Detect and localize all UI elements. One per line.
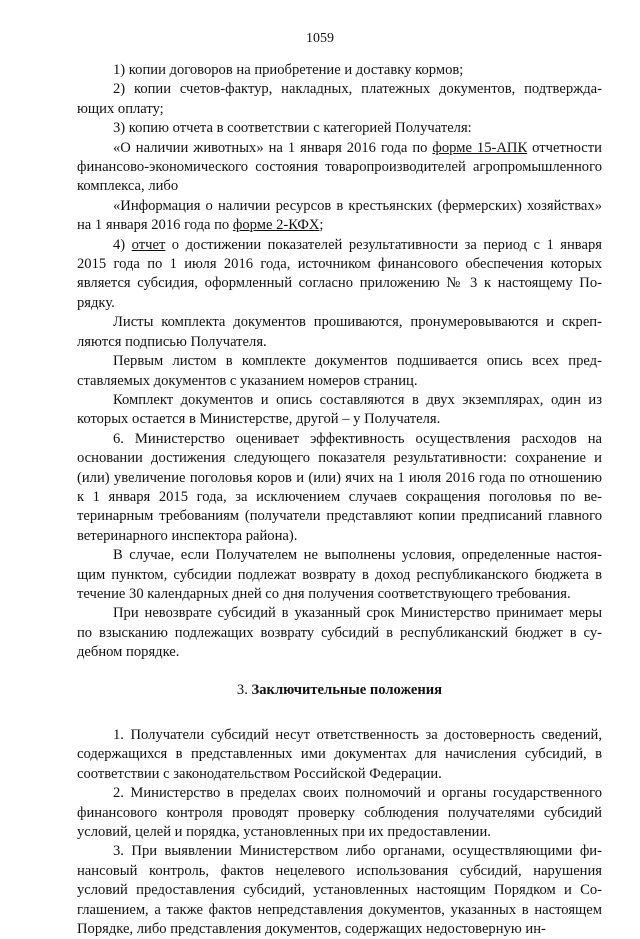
underlined-reference: отчет (131, 236, 166, 253)
text-run: 3) копию отчета в соответствии с категорией Получателя: (113, 120, 472, 137)
text-run: «О наличии животных» на 1 января 2016 года по (113, 139, 433, 156)
text-run: Первым листом в комплекте документов подшивается опись всех представляемых документов с указанием номеров страниц. (77, 353, 602, 389)
text-run: Листы комплекта документов прошиваются, пронумеровываются и скрепляются подписью Получателя. (77, 314, 602, 350)
text-run: «Информация о наличии ресурсов в крестьянских (фермерских) хозяйствах» на 1 января 2016 года по (77, 197, 602, 234)
paragraph (77, 546, 602, 604)
text-run: Комплект документов и опись составляются в двух экземплярах, один из которых остается в Министерстве, другой – у Получателя. (77, 391, 602, 428)
text-run: 1) копии договоров на приобретение и доставку кормов; (113, 62, 464, 78)
paragraph (77, 236, 602, 314)
paragraph (77, 842, 602, 939)
document-body (77, 61, 602, 939)
paragraph (77, 139, 602, 197)
paragraph (77, 119, 602, 138)
underlined-reference: форме 2-КФХ (232, 217, 320, 234)
section-number: 3. (236, 681, 248, 698)
text-run: В случае, если Получателем не выполнены условия, определенные настоящим пунктом, субсидии подлежат возврату в доход республиканского бюджета в течение 30 календарных дней со дня получения соответствующего требования. (77, 547, 602, 602)
section-title: Заключительные положения (251, 681, 443, 698)
text-run: 4) (113, 236, 132, 253)
text-run: 3. При выявлении Министерством либо органами, осуществляющими финансовый контроль, фактов нецелевого использования субсидий, нарушения условий предоставления субсидий, установленных настоящим Порядком и Соглашением, а также фактов непредставления документов, указанных в настоящем Порядке, либо представления документов, содержащих недостоверную ин- (77, 843, 602, 938)
page-number: 1059 (306, 31, 334, 46)
paragraph (77, 80, 602, 119)
final-provisions (77, 726, 602, 939)
paragraph (77, 391, 602, 430)
underlined-reference: форме 15-АПК (432, 139, 528, 156)
paragraph (77, 726, 602, 784)
paragraph (77, 197, 602, 236)
text-run: ; (319, 217, 324, 234)
requirements-list (77, 61, 602, 663)
text-run: 2. Министерство в пределах своих полномочий и органы государственного финансового контроля проводят проверку соблюдения получателями субсидий условий, целей и порядка, установленных при их предоставлении. (77, 785, 602, 841)
paragraph (77, 604, 602, 662)
text-run: отчетности финансово-экономического состояния товаропроизводителей агропромышленного комплекса, либо (77, 139, 602, 195)
text-run: 6. Министерство оценивает эффективность осуществления расходов на основании достижения следующего показателя результативности: сохранение и (или) увеличение поголовья коров и (или) ячих на 1 июля 2016 года по отношению к 1 января 2015 года, за исключением случаев сокращения поголовья по ветеринарным требованиям (получатели представляют копии предписаний главного ветеринарного инспектора района). (77, 430, 602, 544)
paragraph (77, 784, 602, 842)
text-run: При невозврате субсидий в указанный срок Министерство принимает меры по взысканию подлежащих возврату субсидий в республиканский бюджет в судебном порядке. (77, 605, 602, 661)
paragraph (77, 313, 602, 352)
text-run: 1. Получатели субсидий несут ответственность за достоверность сведений, содержащихся в представленных ими документах для начисления субсидий, в соответствии с законодательством Российской Федерации. (77, 727, 602, 782)
paragraph (77, 430, 602, 546)
paragraph (77, 352, 602, 391)
paragraph (77, 61, 602, 80)
text-run: 2) копии счетов-фактур, накладных, платежных документов, подтверждающих оплату; (77, 81, 602, 117)
section-heading (77, 681, 602, 700)
text-run: о достижении показателей результативности за период с 1 января 2015 года по 1 июля 2016 года, источником финансового обеспечения которых является субсидия, оформленный согласно приложению № 3 к настоящему Порядку. (77, 236, 602, 311)
